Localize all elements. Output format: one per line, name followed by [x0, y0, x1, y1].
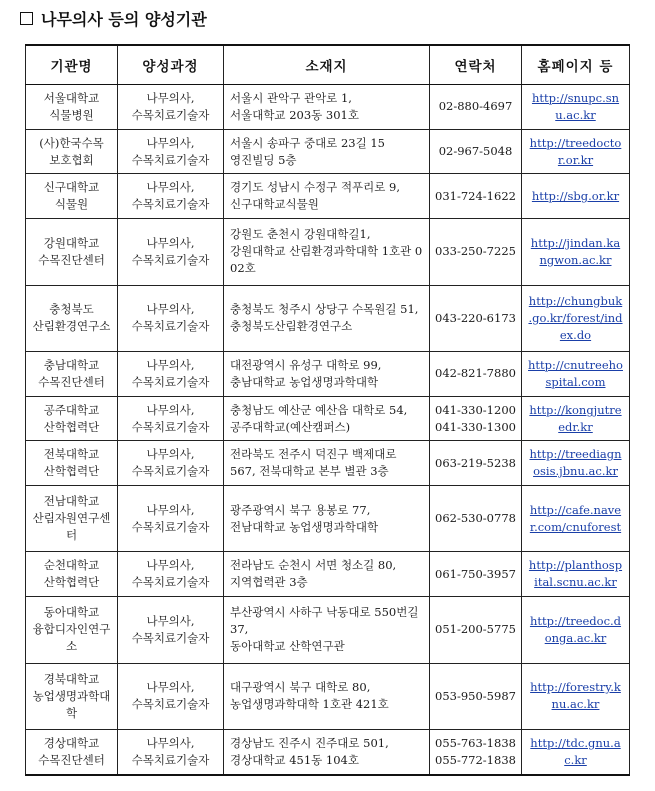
phone-cell [430, 486, 522, 552]
address-cell [224, 174, 430, 219]
phone-line: 063-219-5238 [435, 455, 516, 470]
institution-name-cell [26, 129, 118, 174]
institution-name-cell [26, 552, 118, 597]
homepage-line: r.com/cnuforest [529, 519, 622, 534]
institution-name-line: 충청북도 [49, 302, 94, 317]
address-cell [224, 441, 430, 486]
section-heading [20, 7, 207, 29]
course-line: 수목치료기술자 [131, 152, 210, 167]
homepage-link[interactable] [525, 188, 626, 205]
course-line: 나무의사, [146, 736, 195, 751]
phone-cell [430, 351, 522, 396]
institution-name-cell [26, 441, 118, 486]
phone-line: 033-250-7225 [435, 244, 516, 259]
address-line: 대전광역시 유성구 대학로 99, [230, 357, 382, 372]
institution-name-line: 신구대학교 [43, 180, 100, 195]
course-line: 나무의사, [146, 302, 195, 317]
table-row [26, 663, 630, 729]
address-line: 서울대학교 203동 301호 [230, 107, 359, 122]
course-line: 수목치료기술자 [131, 464, 210, 479]
institution-name-cell [26, 597, 118, 663]
address-cell [224, 351, 430, 396]
course-cell [118, 441, 224, 486]
homepage-line: osis.jbnu.ac.kr [533, 464, 618, 479]
institution-name-line: 산림환경연구소 [32, 319, 111, 334]
phone-cell [430, 396, 522, 441]
homepage-line: r.or.kr [557, 152, 594, 167]
phone-cell [430, 129, 522, 174]
institution-name-line: 융합디자인연구소 [32, 622, 111, 654]
homepage-cell [522, 85, 630, 130]
phone-line: 061-750-3957 [435, 566, 516, 581]
homepage-line: http://treedoc.d [529, 613, 622, 628]
course-line: 수목치료기술자 [131, 252, 210, 267]
institution-name-line: 식물원 [54, 197, 89, 212]
address-line: 충청북도 청주시 상당구 수목원길 51, [230, 302, 419, 317]
address-line: 경상대학교 451동 104호 [230, 753, 359, 768]
institution-name-line: (사)한국수목 [39, 135, 104, 150]
course-cell [118, 174, 224, 219]
course-line: 나무의사, [146, 502, 195, 517]
phone-cell [430, 174, 522, 219]
address-line: 경상남도 진주시 진주대로 501, [230, 736, 389, 751]
course-line: 수목치료기술자 [131, 697, 210, 712]
institution-name-line: 강원대학교 [43, 235, 100, 250]
course-line: 수목치료기술자 [131, 419, 210, 434]
phone-cell [430, 219, 522, 285]
homepage-link[interactable] [525, 357, 626, 391]
course-line: 수목치료기술자 [131, 107, 210, 122]
institution-name-line: 산학협력단 [43, 419, 100, 434]
address-line: 서울시 송파구 중대로 23길 15 [230, 135, 385, 150]
address-line: 영진빌딩 5층 [230, 152, 297, 167]
institution-name-cell [26, 396, 118, 441]
homepage-cell [522, 486, 630, 552]
address-cell [224, 552, 430, 597]
homepage-link[interactable] [525, 402, 626, 436]
institution-name-line: 산학협력단 [43, 575, 100, 590]
phone-cell [430, 441, 522, 486]
section-title: 나무의사 등의 양성기관 [41, 9, 207, 29]
homepage-cell [522, 663, 630, 729]
homepage-line: http://tdc.gnu.a [530, 736, 621, 751]
address-line: 서울시 관악구 관악로 1, [230, 90, 352, 105]
course-line: 나무의사, [146, 180, 195, 195]
institution-name-cell [26, 85, 118, 130]
table-row [26, 597, 630, 663]
phone-cell [430, 552, 522, 597]
homepage-link[interactable] [525, 235, 626, 269]
homepage-line: onga.ac.kr [544, 630, 607, 645]
phone-line: 055-772-1838 [435, 753, 516, 768]
institution-name-cell [26, 486, 118, 552]
phone-line: 041-330-1300 [435, 419, 516, 434]
homepage-line: http://kongjutre [529, 402, 622, 417]
institution-name-line: 서울대학교 [43, 90, 100, 105]
homepage-line: .go.kr/forest/ind [528, 310, 623, 325]
course-line: 수목치료기술자 [131, 197, 210, 212]
homepage-link[interactable] [525, 613, 626, 647]
homepage-cell [522, 597, 630, 663]
address-line: 공주대학교(예산캠퍼스) [230, 419, 351, 434]
course-cell [118, 351, 224, 396]
course-cell [118, 663, 224, 729]
address-line: 전남대학교 농업생명과학대학 [230, 519, 379, 534]
column-header-homepage: 홈페이지 등 [522, 45, 630, 85]
homepage-link[interactable] [525, 679, 626, 713]
course-line: 나무의사, [146, 447, 195, 462]
homepage-line: http://chungbuk [528, 293, 623, 308]
institution-name-line: 전남대학교 [43, 494, 100, 509]
course-line: 나무의사, [146, 680, 195, 695]
homepage-cell [522, 441, 630, 486]
institution-name-line: 보호협회 [49, 152, 94, 167]
institution-name-line: 공주대학교 [43, 402, 100, 417]
institution-name-cell [26, 174, 118, 219]
homepage-link[interactable] [525, 735, 626, 769]
homepage-line: http://treediagn [529, 447, 622, 462]
homepage-cell [522, 730, 630, 775]
column-header-address: 소재지 [224, 45, 430, 85]
phone-line: 053-950-5987 [435, 688, 516, 703]
homepage-line: http://cafe.nave [529, 502, 622, 517]
table-row [26, 351, 630, 396]
course-line: 나무의사, [146, 357, 195, 372]
homepage-line: http://snupc.sn [531, 90, 620, 105]
course-cell [118, 85, 224, 130]
column-header-course: 양성과정 [118, 45, 224, 85]
homepage-cell [522, 219, 630, 285]
address-line: 대구광역시 북구 대학로 80, [230, 680, 371, 695]
homepage-line: http://planthosp [528, 558, 623, 573]
address-line: 강원대학교 산림환경과학대학 1호관 002호 [230, 244, 423, 276]
address-cell [224, 396, 430, 441]
course-cell [118, 730, 224, 775]
address-line: 충청북도산림환경연구소 [230, 319, 353, 334]
homepage-line: u.ac.kr [555, 107, 596, 122]
course-line: 수목치료기술자 [131, 374, 210, 389]
address-cell [224, 597, 430, 663]
table-row [26, 552, 630, 597]
institution-name-line: 식물병원 [49, 107, 94, 122]
institution-name-cell [26, 285, 118, 351]
course-line: 나무의사, [146, 135, 195, 150]
course-cell [118, 552, 224, 597]
course-cell [118, 129, 224, 174]
course-cell [118, 597, 224, 663]
homepage-cell [522, 174, 630, 219]
homepage-line: http://forestry.k [530, 680, 621, 695]
address-line: 동아대학교 산학연구관 [230, 639, 345, 654]
institution-name-cell [26, 730, 118, 775]
training-institutions-table [25, 44, 630, 776]
course-line: 수목치료기술자 [131, 753, 210, 768]
course-line: 나무의사, [146, 558, 195, 573]
institution-name-line: 경북대학교 [43, 671, 100, 686]
address-line: 강원도 춘천시 강원대학길1, [230, 227, 371, 242]
homepage-link[interactable] [525, 90, 626, 124]
phone-line: 062-530-0778 [435, 511, 516, 526]
homepage-line: http://sbg.or.kr [531, 188, 620, 203]
institution-name-cell [26, 663, 118, 729]
address-cell [224, 285, 430, 351]
table-header-row [26, 45, 630, 85]
course-line: 나무의사, [146, 90, 195, 105]
phone-cell [430, 285, 522, 351]
column-header-name: 기관명 [26, 45, 118, 85]
course-line: 나무의사, [146, 402, 195, 417]
address-line: 지역협력관 3층 [230, 575, 308, 590]
phone-line: 043-220-6173 [435, 310, 516, 325]
address-line: 전라북도 전주시 덕진구 백제대로 [230, 447, 397, 462]
table-row [26, 129, 630, 174]
homepage-line: http://cnutreeho [528, 357, 623, 372]
address-line: 농업생명과학대학 1호관 421호 [230, 697, 389, 712]
phone-line: 041-330-1200 [435, 402, 516, 417]
phone-line: 042-821-7880 [435, 366, 516, 381]
phone-line: 031-724-1622 [435, 188, 516, 203]
phone-line: 02-967-5048 [438, 144, 513, 159]
address-cell [224, 219, 430, 285]
course-cell [118, 285, 224, 351]
homepage-line: spital.com [545, 374, 606, 389]
address-cell [224, 730, 430, 775]
homepage-cell [522, 285, 630, 351]
homepage-line: ex.do [559, 327, 592, 342]
homepage-link[interactable] [525, 446, 626, 480]
course-line: 수목치료기술자 [131, 575, 210, 590]
institution-name-line: 경상대학교 [43, 736, 100, 751]
homepage-cell [522, 552, 630, 597]
homepage-line: edr.kr [558, 419, 593, 434]
homepage-line: http://treedocto [529, 135, 622, 150]
institution-name-cell [26, 219, 118, 285]
course-line: 나무의사, [146, 613, 195, 628]
phone-line: 051-200-5775 [435, 622, 516, 637]
homepage-line: ital.scnu.ac.kr [534, 575, 617, 590]
address-line: 충남대학교 농업생명과학대학 [230, 374, 379, 389]
phone-line: 055-763-1838 [435, 736, 516, 751]
table-row [26, 85, 630, 130]
homepage-line: http://jindan.ka [530, 235, 621, 250]
address-line: 부산광역시 사하구 낙동대로 550번길 37, [230, 605, 419, 637]
institution-name-line: 수목진단센터 [38, 753, 105, 768]
table-row [26, 219, 630, 285]
address-line: 광주광역시 북구 용봉로 77, [230, 502, 371, 517]
homepage-cell [522, 351, 630, 396]
homepage-link[interactable] [525, 502, 626, 536]
address-line: 567, 전북대학교 본부 별관 3층 [230, 464, 389, 479]
institution-name-line: 충남대학교 [43, 357, 100, 372]
institution-name-line: 동아대학교 [43, 605, 100, 620]
table-row [26, 174, 630, 219]
institution-name-line: 수목진단센터 [38, 374, 105, 389]
table-row [26, 486, 630, 552]
phone-line: 02-880-4697 [438, 99, 513, 114]
institution-name-line: 순천대학교 [43, 558, 100, 573]
course-line: 나무의사, [146, 235, 195, 250]
institution-name-cell [26, 351, 118, 396]
address-cell [224, 663, 430, 729]
table-row [26, 285, 630, 351]
institution-name-line: 산림자원연구센터 [32, 511, 111, 543]
course-line: 수목치료기술자 [131, 519, 210, 534]
homepage-cell [522, 129, 630, 174]
address-line: 신구대학교식물원 [230, 197, 319, 212]
phone-cell [430, 663, 522, 729]
homepage-link[interactable] [525, 557, 626, 591]
institution-name-line: 산학협력단 [43, 464, 100, 479]
address-cell [224, 486, 430, 552]
course-cell [118, 486, 224, 552]
address-line: 충청남도 예산군 예산읍 대학로 54, [230, 402, 408, 417]
homepage-line: ngwon.ac.kr [539, 252, 612, 267]
address-cell [224, 85, 430, 130]
phone-cell [430, 85, 522, 130]
table-row [26, 441, 630, 486]
address-line: 경기도 성남시 수정구 적푸리로 9, [230, 180, 401, 195]
institution-name-line: 전북대학교 [43, 447, 100, 462]
course-cell [118, 396, 224, 441]
homepage-link[interactable] [525, 293, 626, 344]
address-line: 전라남도 순천시 서면 청소길 80, [230, 558, 397, 573]
homepage-line: nu.ac.kr [551, 697, 600, 712]
course-line: 수목치료기술자 [131, 630, 210, 645]
course-line: 수목치료기술자 [131, 319, 210, 334]
checkbox-square-icon [20, 12, 33, 25]
table-row [26, 730, 630, 775]
phone-cell [430, 730, 522, 775]
institution-name-line: 수목진단센터 [38, 252, 105, 267]
homepage-link[interactable] [525, 135, 626, 169]
address-cell [224, 129, 430, 174]
homepage-line: c.kr [564, 753, 587, 768]
table-row [26, 396, 630, 441]
column-header-contact: 연락처 [430, 45, 522, 85]
institution-name-line: 농업생명과학대학 [32, 688, 111, 720]
phone-cell [430, 597, 522, 663]
course-cell [118, 219, 224, 285]
homepage-cell [522, 396, 630, 441]
